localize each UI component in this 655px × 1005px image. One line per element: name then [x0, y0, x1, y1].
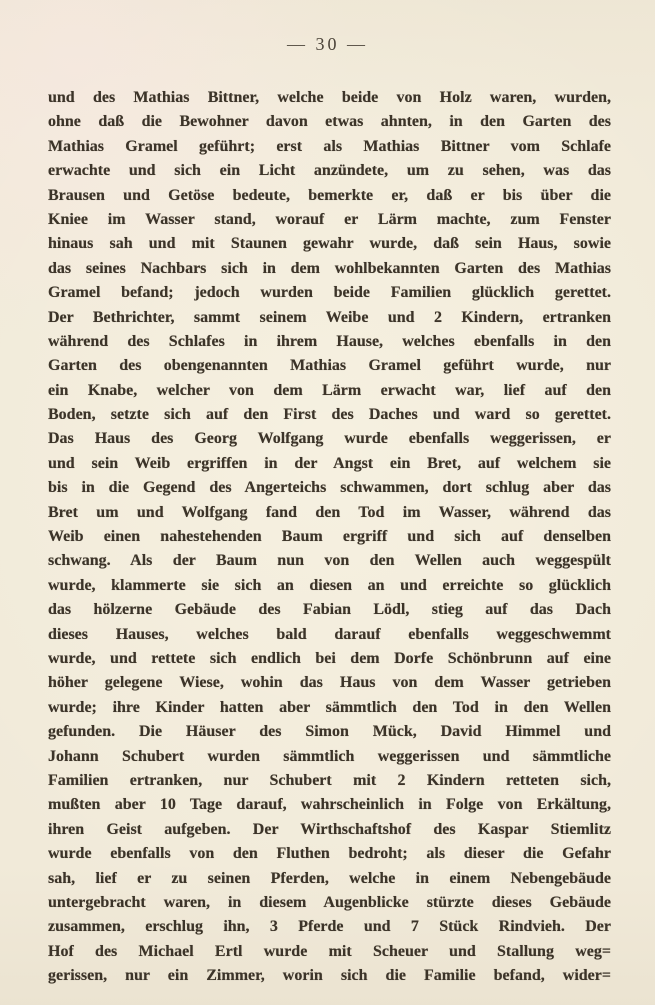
- page-number: — 30 —: [287, 34, 368, 54]
- text-line: ohne daß die Bewohner davon etwas ahnten, in den Garten des: [48, 113, 611, 131]
- text-line: Hof des Michael Ertl wurde mit Scheuer und Stallung weg=: [48, 942, 611, 960]
- text-line: das hölzerne Gebäude des Fabian Lödl, stieg auf das Dach: [48, 601, 611, 619]
- text-line: dieses Hauses, welches bald darauf ebenfalls weggeschwemmt: [48, 625, 611, 643]
- text-line: das seines Nachbars sich in dem wohlbekannten Garten des Mathias: [48, 259, 611, 277]
- text-line: sah, lief er zu seinen Pferden, welche in einem Nebengebäude: [48, 869, 611, 887]
- text-line: bis in die Gegend des Angerteichs schwammen, dort schlug aber das: [48, 479, 611, 497]
- text-line: hinaus sah und mit Staunen gewahr wurde, daß sein Haus, sowie: [48, 235, 611, 253]
- text-line: ein Knabe, welcher von dem Lärm erwacht war, lief auf den: [48, 381, 611, 399]
- text-block: [48, 86, 611, 988]
- text-line: untergebracht waren, in diesem Augenblicke stürzte dieses Gebäude: [48, 893, 611, 911]
- text-line: Mathias Gramel geführt; erst als Mathias Bittner vom Schlafe: [48, 137, 611, 155]
- text-line: und des Mathias Bittner, welche beide von Holz waren, wurden,: [48, 89, 611, 106]
- text-line: Das Haus des Georg Wolfgang wurde ebenfalls weggerissen, er: [48, 430, 611, 448]
- text-line: wurde ebenfalls von den Fluthen bedroht; als dieser die Gefahr: [48, 845, 611, 863]
- text-line: gefunden. Die Häuser des Simon Mück, David Himmel und: [48, 723, 611, 741]
- text-line: gerissen, nur ein Zimmer, worin sich die Familie befand, wider=: [48, 967, 611, 985]
- text-line: Bret um und Wolfgang fand den Tod im Wasser, während das: [48, 503, 611, 521]
- text-line: wurde, klammerte sie sich an diesen an und erreichte so glücklich: [48, 576, 611, 594]
- text-line: wurde; ihre Kinder hatten aber sämmtlich den Tod in den Wellen: [48, 698, 611, 716]
- text-line: höher gelegene Wiese, wohin das Haus von dem Wasser getrieben: [48, 674, 611, 692]
- text-line: Familien ertranken, nur Schubert mit 2 Kindern retteten sich,: [48, 771, 611, 789]
- text-line: Weib einen nahestehenden Baum ergriff und sich auf denselben: [48, 528, 611, 546]
- text-line: Gramel befand; jedoch wurden beide Familien glücklich gerettet.: [48, 284, 611, 302]
- text-line: während des Schlafes in ihrem Hause, welches ebenfalls in den: [48, 332, 611, 350]
- text-line: schwang. Als der Baum nun von den Wellen auch weggespült: [48, 552, 611, 570]
- text-line: Boden, setzte sich auf den First des Daches und ward so gerettet.: [48, 406, 611, 424]
- text-line: Der Bethrichter, sammt seinem Weibe und 2 Kindern, ertranken: [48, 308, 611, 326]
- text-line: Brausen und Getöse bedeute, bemerkte er, daß er bis über die: [48, 186, 611, 204]
- text-line: zusammen, erschlug ihn, 3 Pferde und 7 Stück Rindvieh. Der: [48, 918, 611, 936]
- text-line: und sein Weib ergriffen in der Angst ein Bret, auf welchem sie: [48, 454, 611, 472]
- text-line: erwachte und sich ein Licht anzündete, um zu sehen, was das: [48, 162, 611, 180]
- text-line: Kniee im Wasser stand, worauf er Lärm machte, zum Fenster: [48, 210, 611, 228]
- text-line: Johann Schubert wurden sämmtlich weggerissen und sämmtliche: [48, 747, 611, 765]
- text-line: Garten des obengenannten Mathias Gramel geführt wurde, nur: [48, 357, 611, 375]
- text-line: mußten aber 10 Tage darauf, wahrscheinlich in Folge von Erkältung,: [48, 796, 611, 814]
- text-line: ihren Geist aufgeben. Der Wirthschaftshof des Kaspar Stiemlitz: [48, 820, 611, 838]
- text-line: wurde, und rettete sich endlich bei dem Dorfe Schönbrunn auf eine: [48, 649, 611, 667]
